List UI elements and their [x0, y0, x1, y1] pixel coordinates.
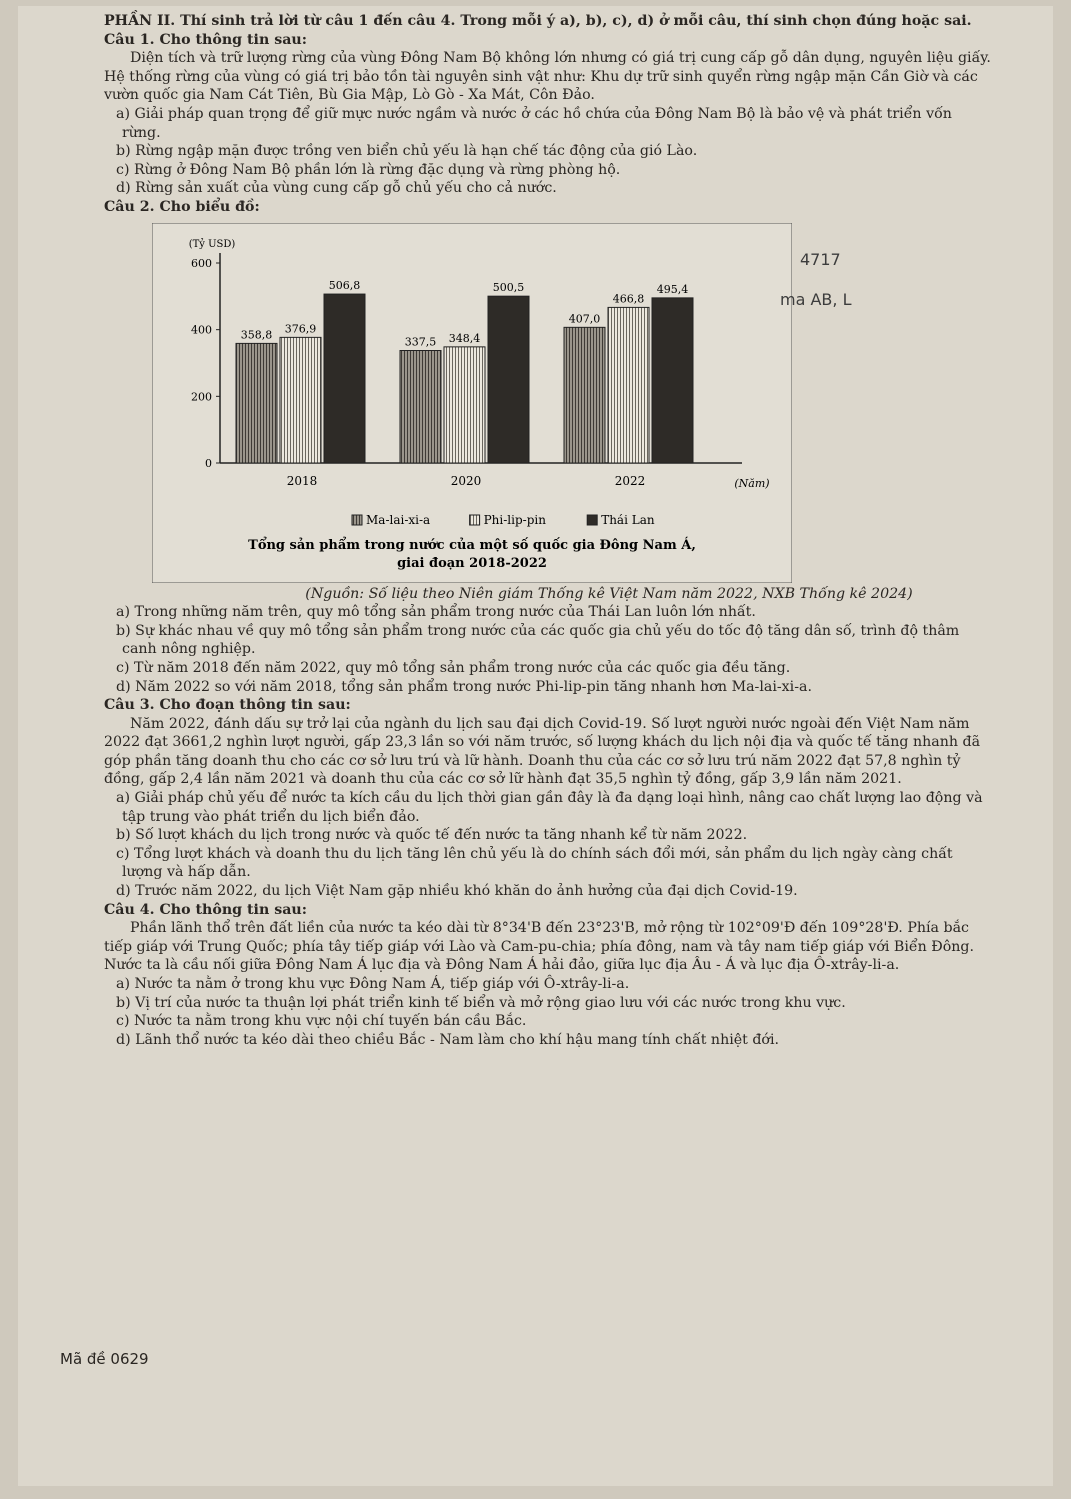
q4-option-a: a) Nước ta nằm ở trong khu vực Đông Nam Á, tiếp giáp với Ô-xtrây-li-a.	[116, 976, 630, 992]
bar-value-label: 466,8	[612, 291, 645, 305]
y-tick-label: 400	[191, 323, 212, 337]
bar-thái lan	[488, 296, 529, 463]
bar-ma-lai-xi-a	[564, 327, 605, 463]
q2-title: Câu 2. Cho biểu đồ:	[104, 198, 260, 215]
bar-ma-lai-xi-a	[236, 343, 277, 463]
x-axis-label: (Năm)	[734, 476, 770, 490]
q3-option-d: d) Trước năm 2022, du lịch Việt Nam gặp nhiều khó khăn do ảnh hưởng của đại dịch Covid-19.	[116, 883, 798, 900]
exam-content	[104, 12, 994, 1049]
q1-option-b: b) Rừng ngập mặn được trồng ven biển chủ yếu là hạn chế tác động của gió Lào.	[116, 143, 698, 160]
bar-value-label: 376,9	[284, 321, 317, 335]
exam-code: Mã đề 0629	[60, 1350, 149, 1368]
part-title: PHẦN II. Thí sinh trả lời từ câu 1 đến câu 4. Trong mỗi ý a), b), c), d) ở mỗi câu, thí sinh chọn đúng hoặc sai.	[104, 13, 972, 29]
q3-option-a: a) Giải pháp chủ yếu để nước ta kích cầu du lịch thời gian gần đây là đa dạng loại hình, nâng cao chất lượng lao động và tập trung vào phát triển du lịch biển đảo.	[116, 790, 983, 825]
q3-passage: Năm 2022, đánh dấu sự trở lại của ngành du lịch sau đại dịch Covid-19. Số lượt người nước ngoài đến Việt Nam năm 2022 đạt 3661,2 nghìn lượt người, gấp 23,3 lần so với năm trước, số lượng khách du lịch nội địa và quốc tế tăng nhanh đã góp phần tăng doanh thu cho các cơ sở lưu trú và lữ hành. Doanh thu của các cơ sở lưu trú năm 2022 đạt 57,8 nghìn tỷ đồng, gấp 2,4 lần năm 2021 và doanh thu của các cơ sở lữ hành đạt 35,5 nghìn tỷ đồng, gấp 3,9 lần năm 2021.	[104, 715, 981, 788]
handwritten-note-1: 4717	[800, 250, 841, 269]
q3-option-c: c) Tổng lượt khách và doanh thu du lịch tăng lên chủ yếu là do chính sách đổi mới, sản phẩm du lịch ngày càng chất lượng và hấp dẫn.	[116, 845, 953, 881]
q1-option-c: c) Rừng ở Đông Nam Bộ phần lớn là rừng đặc dụng và rừng phòng hộ.	[116, 161, 621, 178]
y-tick-label: 200	[191, 389, 212, 403]
q4-option-d: d) Lãnh thổ nước ta kéo dài theo chiều Bắc - Nam làm cho khí hậu mang tính chất nhiệt đới.	[116, 1031, 780, 1048]
q1-passage: Diện tích và trữ lượng rừng của vùng Đông Nam Bộ không lớn nhưng có giá trị cung cấp gỗ dân dụng, nguyên liệu giấy. Hệ thống rừng của vùng có giá trị bảo tồn tài nguyên sinh vật như: Khu dự trữ sinh quyển rừng ngập mặn Cần Giờ và các vườn quốc gia Nam Cát Tiên, Bù Gia Mập, Lò Gò - Xa Mát, Côn Đảo.	[104, 50, 991, 104]
q4-option-c: c) Nước ta nằm trong khu vực nội chí tuyến bán cầu Bắc.	[116, 1013, 527, 1030]
q2-option-d: d) Năm 2022 so với năm 2018, tổng sản phẩm trong nước Phi-lip-pin tăng nhanh hơn Ma-lai-xi-a.	[116, 678, 812, 695]
bar-value-label: 495,4	[656, 282, 689, 296]
gdp-chart-svg	[152, 223, 792, 583]
bar-thái lan	[652, 297, 693, 462]
bar-value-label: 407,0	[568, 311, 601, 325]
q4-title: Câu 4. Cho thông tin sau:	[104, 901, 307, 918]
handwritten-note-2: ma AB, L	[780, 290, 852, 309]
bar-value-label: 337,5	[404, 335, 437, 349]
bar-value-label: 506,8	[328, 278, 361, 292]
q1-option-a: a) Giải pháp quan trọng để giữ mực nước ngầm và nước ở các hồ chứa của Đông Nam Bộ là bảo vệ và phát triển vốn rừng.	[116, 105, 952, 141]
q1-title: Câu 1. Cho thông tin sau:	[104, 31, 307, 48]
gdp-chart	[152, 223, 792, 583]
q4-passage: Phần lãnh thổ trên đất liền của nước ta kéo dài từ 8°34'B đến 23°23'B, mở rộng từ 102°09'Đ đến 109°28'Đ. Phía bắc tiếp giáp với Trung Quốc; phía tây tiếp giáp với Lào và Cam-pu-chia; phía đông, nam và tây nam tiếp giáp với Biển Đông. Nước ta là cầu nối giữa Đông Nam Á lục địa và Đông Nam Á hải đảo, giữa lục địa Âu - Á và lục địa Ô-xtrây-li-a.	[104, 920, 974, 974]
y-tick-label: 0	[205, 456, 212, 470]
q2-option-b: b) Sự khác nhau về quy mô tổng sản phẩm trong nước của các quốc gia chủ yếu do tốc độ tăng dân số, trình độ thâm canh nông nghiệp.	[116, 622, 960, 658]
bar-thái lan	[324, 294, 365, 463]
x-tick-label: 2020	[450, 473, 482, 488]
bar-value-label: 358,8	[240, 327, 273, 341]
q3-option-b: b) Số lượt khách du lịch trong nước và quốc tế đến nước ta tăng nhanh kể từ năm 2022.	[116, 827, 748, 844]
legend-label: Phi-lip-pin	[483, 512, 546, 527]
legend-label: Thái Lan	[601, 512, 655, 527]
q2-option-c: c) Từ năm 2018 đến năm 2022, quy mô tổng sản phẩm trong nước của các quốc gia đều tăng.	[116, 659, 791, 676]
bar-value-label: 348,4	[448, 331, 481, 345]
legend-label: Ma-lai-xi-a	[366, 512, 431, 527]
q4-option-b: b) Vị trí của nước ta thuận lợi phát triển kinh tế biển và mở rộng giao lưu với các nước trong khu vực.	[116, 994, 846, 1011]
bar-phi-lip-pin	[280, 337, 321, 463]
y-axis-label: (Tỷ USD)	[188, 238, 236, 250]
x-tick-label: 2018	[286, 473, 318, 488]
x-tick-label: 2022	[614, 473, 646, 488]
bar-value-label: 500,5	[492, 280, 525, 294]
chart-title: Tổng sản phẩm trong nước của một số quốc gia Đông Nam Á,	[248, 537, 696, 553]
y-tick-label: 600	[191, 256, 212, 270]
chart-subtitle: giai đoạn 2018-2022	[397, 555, 547, 571]
legend-swatch-ma-lai-xi-a	[352, 515, 362, 525]
legend-swatch-phi-lip-pin	[470, 515, 480, 525]
chart-source: (Nguồn: Số liệu theo Niên giám Thống kê Việt Nam năm 2022, NXB Thống kê 2024)	[305, 585, 913, 602]
q1-option-d: d) Rừng sản xuất của vùng cung cấp gỗ chủ yếu cho cả nước.	[116, 180, 557, 197]
legend-swatch-thái lan	[587, 515, 597, 525]
bar-phi-lip-pin	[444, 346, 485, 462]
bar-phi-lip-pin	[608, 307, 649, 463]
q3-title: Câu 3. Cho đoạn thông tin sau:	[104, 697, 351, 714]
bar-ma-lai-xi-a	[400, 350, 441, 463]
q2-option-a: a) Trong những năm trên, quy mô tổng sản phẩm trong nước của Thái Lan luôn lớn nhất.	[116, 604, 756, 621]
